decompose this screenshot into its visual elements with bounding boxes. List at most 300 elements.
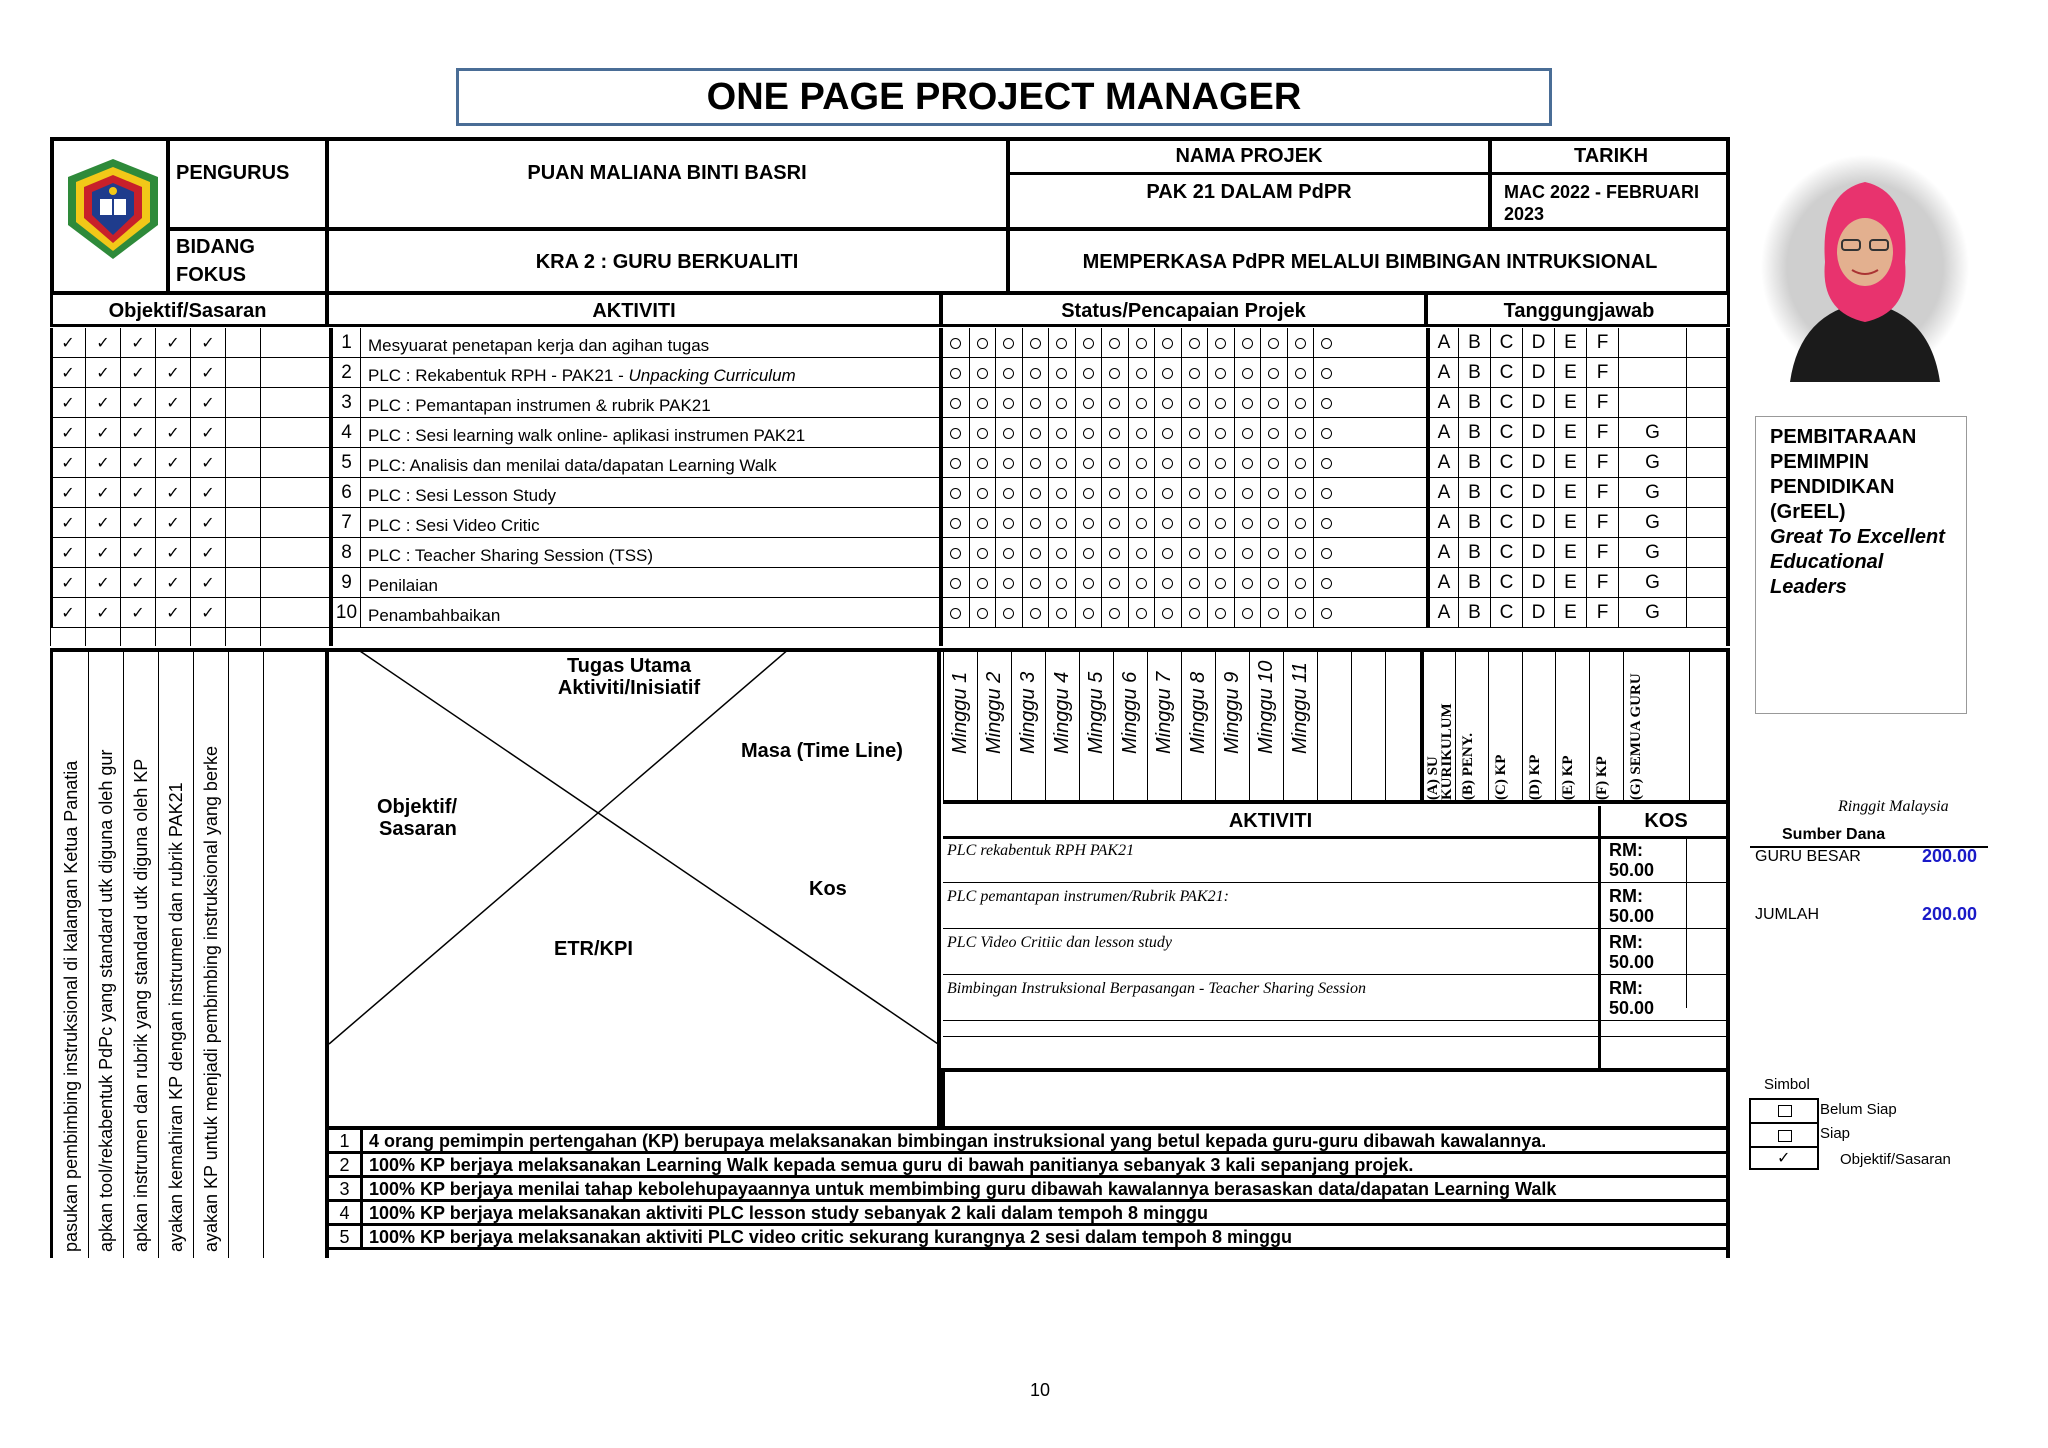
objective-text: apkan tool/rekabentuk PdPc yang standard utk diguna oleh gur xyxy=(96,749,116,1252)
kpi-text: 100% KP berjaya melaksanakan aktiviti PLC lesson study sebanyak 2 kali dalam tempoh 8 minggu xyxy=(369,1202,1209,1223)
activity-row xyxy=(50,478,1730,508)
divider xyxy=(943,882,1730,883)
status-circle-icon xyxy=(1136,488,1147,499)
objective-check-cell: ✓ xyxy=(155,418,190,448)
status-circle-cell xyxy=(1260,568,1287,598)
status-circle-icon xyxy=(1030,548,1041,559)
divider xyxy=(1726,448,1730,478)
status-circle-cell xyxy=(1181,358,1208,388)
responsibility-extra-cell xyxy=(1686,358,1730,388)
status-circle-cell xyxy=(995,388,1022,418)
activity-number: 9 xyxy=(329,568,361,598)
divider xyxy=(50,328,53,358)
activity-row xyxy=(50,508,1730,538)
activity-row xyxy=(50,568,1730,598)
status-circle-cell xyxy=(1313,418,1340,448)
status-circle-cell xyxy=(969,418,996,448)
status-circle-icon xyxy=(1242,488,1253,499)
responsibility-cell: A xyxy=(1426,448,1458,478)
status-circle-cell xyxy=(995,328,1022,358)
etr-label: ETR/KPI xyxy=(554,938,633,960)
status-circle-cell xyxy=(1234,598,1261,628)
greel-line: PEMBITARAAN xyxy=(1770,426,1917,448)
kpi-row xyxy=(329,1178,1730,1202)
kpi-row xyxy=(329,1130,1730,1154)
status-circle-icon xyxy=(977,518,988,529)
status-circle-icon xyxy=(1268,578,1279,589)
status-circle-cell xyxy=(969,448,996,478)
week-label: Minggu 4 xyxy=(1051,671,1073,754)
greel-box xyxy=(1755,416,1967,714)
page-title: ONE PAGE PROJECT MANAGER xyxy=(456,68,1552,126)
objective-check-cell xyxy=(260,448,295,478)
divider xyxy=(1726,358,1730,388)
status-circle-cell xyxy=(1101,448,1128,478)
status-circle-cell xyxy=(1287,448,1314,478)
status-circle-icon xyxy=(1189,338,1200,349)
status-circle-cell xyxy=(1181,388,1208,418)
status-circle-icon xyxy=(1136,458,1147,469)
responsibility-extra-cell xyxy=(1686,598,1730,628)
status-circle-icon xyxy=(1109,338,1120,349)
status-circle-cell xyxy=(1207,538,1234,568)
diagram-cross-lines xyxy=(329,652,941,1126)
greel-line: Educational xyxy=(1770,551,1884,573)
responsibility-cell: A xyxy=(1426,418,1458,448)
responsibility-extra-cell xyxy=(1686,508,1730,538)
week-label: Minggu 9 xyxy=(1221,671,1243,754)
divider xyxy=(941,1068,945,1128)
status-circle-icon xyxy=(1215,398,1226,409)
divider xyxy=(939,568,943,598)
activity-text-main: PLC : Sesi Lesson Study xyxy=(368,486,557,505)
status-circle-cell xyxy=(1260,358,1287,388)
cost-rm-label: RM: xyxy=(1609,840,1643,860)
status-circle-icon xyxy=(1083,458,1094,469)
status-circle-cell xyxy=(1048,538,1075,568)
responsibility-cell: F xyxy=(1586,388,1618,418)
responsibility-cell: G xyxy=(1618,418,1686,448)
status-circle-cell xyxy=(942,418,969,448)
status-circle-cell xyxy=(1313,508,1340,538)
week-label: Minggu 6 xyxy=(1119,671,1141,754)
status-circle-cell xyxy=(969,568,996,598)
status-circle-cell xyxy=(1207,328,1234,358)
status-circle-icon xyxy=(1321,578,1332,589)
status-circle-cell xyxy=(942,478,969,508)
responsibility-cell: D xyxy=(1522,478,1554,508)
responsibility-cell: B xyxy=(1458,448,1490,478)
kpi-number: 3 xyxy=(329,1178,363,1200)
status-circle-icon xyxy=(1215,428,1226,439)
objective-check-cell xyxy=(260,418,295,448)
status-circle-cell xyxy=(1101,568,1128,598)
status-circle-cell xyxy=(969,598,996,628)
status-circle-cell xyxy=(1101,508,1128,538)
status-circle-cell xyxy=(1048,418,1075,448)
status-circle-cell xyxy=(1260,448,1287,478)
status-circle-cell xyxy=(1128,568,1155,598)
tarikh-label: TARIKH xyxy=(1573,144,1649,167)
status-circle-icon xyxy=(1136,578,1147,589)
status-circle-icon xyxy=(1030,458,1041,469)
responsibility-label: (B) PENY. xyxy=(1460,733,1476,800)
divider xyxy=(939,448,943,478)
responsibility-cell: D xyxy=(1522,508,1554,538)
cost-amount: 50.00 xyxy=(1609,860,1655,880)
status-circle-cell xyxy=(1154,478,1181,508)
objective-check-cell: ✓ xyxy=(50,418,85,448)
status-circle-icon xyxy=(1030,338,1041,349)
nama-projek-value: PAK 21 DALAM PdPR xyxy=(1146,180,1352,203)
objective-check-cell: ✓ xyxy=(85,418,120,448)
objective-check-cell xyxy=(225,448,260,478)
status-circle-cell xyxy=(1075,328,1102,358)
responsibility-cell: B xyxy=(1458,418,1490,448)
week-label: Minggu 7 xyxy=(1153,671,1175,754)
logo-cell xyxy=(50,137,170,295)
objective-check-cell: ✓ xyxy=(190,418,225,448)
kpi-row xyxy=(329,1202,1730,1226)
objective-check-cell: ✓ xyxy=(120,508,155,538)
objective-check-cell: ✓ xyxy=(50,478,85,508)
status-circle-cell xyxy=(1101,328,1128,358)
responsibility-cell xyxy=(1618,328,1686,358)
kpi-text: 100% KP berjaya menilai tahap kebolehupayaannya untuk membimbing guru dibawah kawalannya berasaskan data/dapatan Learning Walk xyxy=(369,1178,1557,1199)
divider xyxy=(1726,598,1730,628)
status-circle-icon xyxy=(950,488,961,499)
status-circle-icon xyxy=(1030,428,1041,439)
status-circle-cell xyxy=(1154,358,1181,388)
divider xyxy=(1689,652,1690,804)
status-circle-cell xyxy=(995,508,1022,538)
status-circle-icon xyxy=(1321,458,1332,469)
empty-cell xyxy=(155,628,190,646)
status-circle-cell xyxy=(995,478,1022,508)
cost-amount: 50.00 xyxy=(1609,906,1655,926)
objective-check-cell: ✓ xyxy=(155,448,190,478)
status-circle-cell xyxy=(1048,508,1075,538)
activity-number: 10 xyxy=(329,598,361,628)
status-circle-icon xyxy=(950,548,961,559)
week-label: Minggu 1 xyxy=(949,671,971,754)
status-circle-cell xyxy=(1181,568,1208,598)
status-circle-icon xyxy=(1189,458,1200,469)
status-circle-icon xyxy=(1162,458,1173,469)
guru-besar-label: GURU BESAR xyxy=(1755,848,1861,865)
responsibility-cell: G xyxy=(1618,598,1686,628)
kpi-text: 4 orang pemimpin pertengahan (KP) berupaya melaksanakan bimbingan instruksional yang betul kepada guru-guru dibawah kawalannya. xyxy=(369,1130,1547,1151)
objective-check-cell: ✓ xyxy=(190,328,225,358)
objective-check-cell xyxy=(225,478,260,508)
status-circle-cell xyxy=(1154,568,1181,598)
objective-check-cell xyxy=(225,418,260,448)
avatar xyxy=(1760,152,1970,382)
responsibility-cell: E xyxy=(1554,568,1586,598)
status-circle-cell xyxy=(1207,388,1234,418)
objective-column-divider xyxy=(123,652,124,1258)
objective-check-cell: ✓ xyxy=(120,568,155,598)
divider xyxy=(329,628,333,646)
status-circle-cell xyxy=(1075,418,1102,448)
objective-check-cell: ✓ xyxy=(120,328,155,358)
objective-check-cell xyxy=(260,358,295,388)
status-circle-icon xyxy=(1083,488,1094,499)
status-circle-icon xyxy=(1030,578,1041,589)
objective-text: pasukan pembimbing instruksional di kalangan Ketua Panatia xyxy=(61,760,81,1252)
status-circle-icon xyxy=(1242,398,1253,409)
status-circle-icon xyxy=(1109,548,1120,559)
status-circle-cell xyxy=(1154,388,1181,418)
cost-activity-text: PLC rekabentuk RPH PAK21 xyxy=(947,842,1135,859)
status-circle-icon xyxy=(977,578,988,589)
status-circle-cell xyxy=(1260,598,1287,628)
kpi-text: 100% KP berjaya melaksanakan aktiviti PLC video critic sekurang kurangnya 2 sesi dalam tempoh 8 minggu xyxy=(369,1226,1293,1247)
status-circle-cell xyxy=(1207,358,1234,388)
activity-text xyxy=(368,448,938,478)
responsibility-cell: F xyxy=(1586,358,1618,388)
activity-text xyxy=(368,388,938,418)
status-circle-icon xyxy=(977,398,988,409)
activity-number: 1 xyxy=(329,328,361,358)
status-circle-cell xyxy=(1287,478,1314,508)
status-circle-cell xyxy=(1287,358,1314,388)
status-circle-cell xyxy=(1207,478,1234,508)
activity-text xyxy=(368,478,938,508)
page-number: 10 xyxy=(1029,1380,1051,1400)
kpi-number: 4 xyxy=(329,1202,363,1224)
nama-projek-label: NAMA PROJEK xyxy=(1175,144,1323,167)
objective-check-cell: ✓ xyxy=(50,358,85,388)
status-circle-cell xyxy=(1101,478,1128,508)
divider xyxy=(1726,388,1730,418)
objective-check-cell: ✓ xyxy=(155,358,190,388)
divider xyxy=(1726,328,1730,358)
status-circle-cell xyxy=(1048,358,1075,388)
divider xyxy=(939,328,943,358)
objective-check-cell: ✓ xyxy=(155,508,190,538)
activity-text xyxy=(368,508,938,538)
objective-check-cell: ✓ xyxy=(120,538,155,568)
objective-check-cell xyxy=(260,568,295,598)
status-circle-cell xyxy=(1128,328,1155,358)
aktiviti-inisiatif-label: Aktiviti/Inisiatif xyxy=(557,676,701,699)
objective-check-cell: ✓ xyxy=(85,508,120,538)
status-circle-cell xyxy=(1181,598,1208,628)
objective-check-cell: ✓ xyxy=(155,598,190,628)
responsibility-cell: C xyxy=(1490,388,1522,418)
week-label: Minggu 8 xyxy=(1187,671,1209,754)
belum-siap-label: Belum Siap xyxy=(1820,1101,1897,1118)
status-circle-icon xyxy=(1321,608,1332,619)
status-circle-icon xyxy=(977,458,988,469)
responsibility-cell: D xyxy=(1522,328,1554,358)
status-circle-cell xyxy=(1313,388,1340,418)
tanggungjawab-header: Tanggungjawab xyxy=(1503,299,1655,322)
status-circle-icon xyxy=(1056,548,1067,559)
objective-check-cell: ✓ xyxy=(190,358,225,388)
responsibility-cell: F xyxy=(1586,538,1618,568)
week-column xyxy=(1351,652,1385,804)
status-circle-icon xyxy=(977,338,988,349)
masa-label: Masa (Time Line) xyxy=(741,740,903,762)
status-circle-icon xyxy=(1109,428,1120,439)
objective-check-cell: ✓ xyxy=(85,598,120,628)
objective-column-divider xyxy=(263,652,264,1258)
activity-number: 6 xyxy=(329,478,361,508)
status-circle-cell xyxy=(1181,478,1208,508)
status-circle-icon xyxy=(950,458,961,469)
status-circle-icon xyxy=(1321,548,1332,559)
objective-check-cell xyxy=(260,388,295,418)
objective-check-cell xyxy=(225,568,260,598)
cost-aktiviti-header: AKTIVITI xyxy=(1228,809,1313,832)
status-circle-cell xyxy=(1287,508,1314,538)
responsibility-cell: E xyxy=(1554,598,1586,628)
objective-check-cell xyxy=(260,598,295,628)
status-circle-cell xyxy=(1234,538,1261,568)
objective-text: apkan instrumen dan rubrik yang standard utk diguna oleh KP xyxy=(131,758,151,1252)
objective-check-cell xyxy=(260,328,295,358)
status-circle-cell xyxy=(1181,448,1208,478)
divider xyxy=(50,478,53,508)
divider xyxy=(1726,418,1730,448)
status-circle-icon xyxy=(1083,398,1094,409)
kpi-rows xyxy=(329,1126,1730,1258)
divider xyxy=(939,598,943,628)
objective-check-cell xyxy=(260,538,295,568)
status-circle-icon xyxy=(1268,458,1279,469)
status-circle-icon xyxy=(1003,368,1014,379)
status-circle-cell xyxy=(995,598,1022,628)
status-circle-cell xyxy=(1234,328,1261,358)
activity-text-main: PLC : Pemantapan instrumen & rubrik PAK21 xyxy=(368,396,711,415)
status-circle-icon xyxy=(1215,488,1226,499)
status-circle-icon xyxy=(1321,368,1332,379)
responsibility-cell: D xyxy=(1522,418,1554,448)
kpi-number: 5 xyxy=(329,1226,363,1248)
responsibility-cell: A xyxy=(1426,328,1458,358)
status-circle-icon xyxy=(1242,368,1253,379)
responsibility-cell: C xyxy=(1490,478,1522,508)
school-logo xyxy=(58,155,168,265)
objective-check-cell: ✓ xyxy=(85,328,120,358)
activity-row xyxy=(50,388,1730,418)
status-circle-icon xyxy=(1030,608,1041,619)
status-circle-icon xyxy=(1215,338,1226,349)
divider xyxy=(1726,478,1730,508)
objective-check-cell xyxy=(225,388,260,418)
status-circle-cell xyxy=(1234,448,1261,478)
status-circle-icon xyxy=(1215,368,1226,379)
status-circle-icon xyxy=(1136,368,1147,379)
diagram-area xyxy=(329,652,941,1126)
responsibility-cell: A xyxy=(1426,508,1458,538)
status-circle-icon xyxy=(1242,338,1253,349)
week-label: Minggu 11 xyxy=(1289,662,1311,754)
status-circle-icon xyxy=(1162,398,1173,409)
week-label: Minggu 10 xyxy=(1255,660,1277,754)
week-label: Minggu 2 xyxy=(983,671,1005,754)
objective-check-cell: ✓ xyxy=(85,568,120,598)
objective-check-cell: ✓ xyxy=(120,478,155,508)
activity-row xyxy=(50,598,1730,628)
status-circle-cell xyxy=(969,538,996,568)
guru-besar-value: 200.00 xyxy=(1922,846,1978,866)
status-circle-icon xyxy=(1268,338,1279,349)
objective-column-divider xyxy=(228,652,229,1258)
week-column xyxy=(1317,652,1351,804)
objective-check-cell xyxy=(225,508,260,538)
activity-text-main: PLC: Analisis dan menilai data/dapatan Learning Walk xyxy=(368,456,777,475)
status-circle-cell xyxy=(1075,508,1102,538)
status-circle-icon xyxy=(1136,518,1147,529)
activity-row xyxy=(50,538,1730,568)
jumlah-label: JUMLAH xyxy=(1755,906,1820,923)
responsibility-cell: D xyxy=(1522,448,1554,478)
status-circle-icon xyxy=(1083,518,1094,529)
activity-text xyxy=(368,418,938,448)
status-circle-cell xyxy=(1260,388,1287,418)
status-circle-icon xyxy=(1136,608,1147,619)
status-circle-cell xyxy=(1075,568,1102,598)
status-circle-cell xyxy=(942,508,969,538)
status-circle-icon xyxy=(1189,578,1200,589)
status-circle-icon xyxy=(1189,398,1200,409)
status-circle-cell xyxy=(1313,598,1340,628)
divider xyxy=(939,628,943,646)
status-circle-cell xyxy=(1101,598,1128,628)
status-circle-icon xyxy=(1268,368,1279,379)
status-circle-cell xyxy=(1313,478,1340,508)
status-circle-cell xyxy=(1260,328,1287,358)
kpi-number: 2 xyxy=(329,1154,363,1176)
objective-check-cell: ✓ xyxy=(190,388,225,418)
status-circle-cell xyxy=(1101,388,1128,418)
objective-check-cell: ✓ xyxy=(190,568,225,598)
objective-check-cell: ✓ xyxy=(190,508,225,538)
responsibility-label: (D) KP xyxy=(1527,754,1543,800)
responsibility-cell xyxy=(1618,388,1686,418)
status-circle-icon xyxy=(1268,548,1279,559)
responsibility-cell: F xyxy=(1586,568,1618,598)
empty-cell xyxy=(85,628,120,646)
objektif-sasaran-legend-label: Objektif/Sasaran xyxy=(1840,1151,1951,1168)
status-circle-cell xyxy=(1207,598,1234,628)
status-circle-icon xyxy=(1003,428,1014,439)
objective-check-cell xyxy=(225,358,260,388)
divider xyxy=(943,928,1730,929)
status-circle-icon xyxy=(1189,548,1200,559)
status-circle-cell xyxy=(1128,478,1155,508)
status-circle-cell xyxy=(1128,388,1155,418)
objective-check-cell xyxy=(260,508,295,538)
kpi-row xyxy=(329,1226,1730,1250)
status-circle-icon xyxy=(1162,578,1173,589)
status-circle-icon xyxy=(1189,368,1200,379)
responsibility-label: (G) SEMUA GURU xyxy=(1628,673,1644,800)
divider xyxy=(50,598,53,628)
objective-check-cell xyxy=(260,478,295,508)
divider xyxy=(939,478,943,508)
objective-check-cell: ✓ xyxy=(190,448,225,478)
siap-symbol xyxy=(1778,1129,1792,1147)
objektif-label-line2: Sasaran xyxy=(379,818,457,840)
status-circle-cell xyxy=(942,328,969,358)
status-circle-icon xyxy=(1109,368,1120,379)
activity-number: 2 xyxy=(329,358,361,388)
responsibility-cell: B xyxy=(1458,598,1490,628)
